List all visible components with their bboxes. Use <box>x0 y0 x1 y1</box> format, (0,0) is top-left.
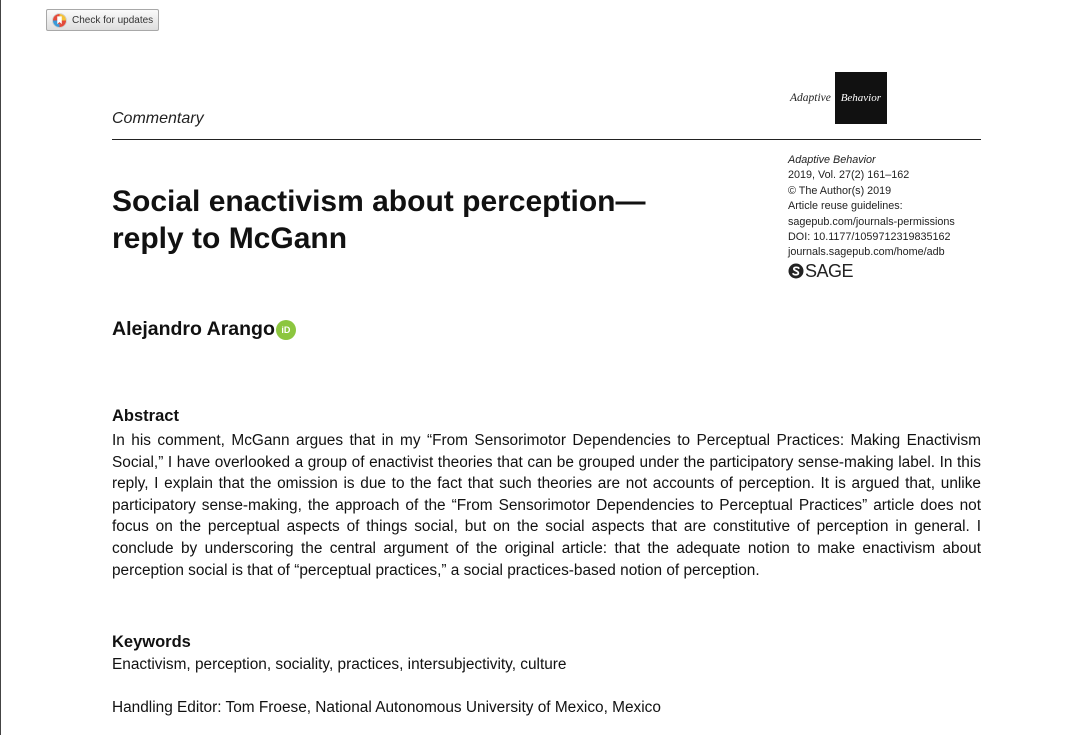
article-type-label: Commentary <box>112 110 204 127</box>
meta-journal-name: Adaptive Behavior <box>788 154 876 166</box>
meta-journal-url[interactable]: journals.sagepub.com/home/adb <box>788 246 945 259</box>
header-divider <box>112 139 981 140</box>
article-title: Social enactivism about perception—reply to McGann <box>112 185 646 255</box>
abstract-heading: Abstract <box>112 407 179 425</box>
handling-editor: Handling Editor: Tom Froese, National Autonomous University of Mexico, Mexico <box>112 699 661 716</box>
keywords-text: Enactivism, perception, sociality, practices, intersubjectivity, culture <box>112 656 567 673</box>
journal-logo <box>790 72 887 124</box>
check-for-updates-label: Check for updates <box>72 14 154 26</box>
publication-metadata <box>788 153 988 280</box>
orcid-icon[interactable]: iD <box>276 320 296 340</box>
check-for-updates-button[interactable] <box>46 9 159 31</box>
journal-logo-left-text: Adaptive <box>790 92 831 104</box>
meta-reuse-link[interactable]: sagepub.com/journals-permissions <box>788 215 955 228</box>
sage-logo <box>788 262 988 280</box>
author-name: Alejandro Arango <box>112 318 275 340</box>
journal-logo-box <box>835 72 887 124</box>
meta-copyright: © The Author(s) 2019 <box>788 184 892 197</box>
journal-logo-right-text: Behavior <box>840 92 882 104</box>
abstract-text: In his comment, McGann argues that in my “From Sensorimotor Dependencies to Perceptual Practices: Making Enactivism Social,” I have overlooked a group of enactivist theories that can be grouped under the participatory sense-making label. In this reply, I explain that the omission is due to the fact that such theories are not accounts of perception. It is argued that, unlike participatory sense-making, the approach of the “From Sensorimotor Dependencies to Perceptual Practices” article does not focus on the perceptual aspects of things social, but on the social aspects that are constitutive of perception in general. I conclude by underscoring the central argument of the original article: that the adequate notion to make enactivism about perception social is that of “perceptual practices,” a social practices-based notion of perception. <box>112 432 981 579</box>
sage-s-icon <box>788 263 804 279</box>
keywords-heading: Keywords <box>112 633 191 651</box>
crossmark-icon <box>52 13 67 28</box>
sage-wordmark: SAGE <box>805 260 854 281</box>
meta-reuse-label: Article reuse guidelines: <box>788 200 903 213</box>
meta-doi[interactable]: DOI: 10.1177/1059712319835162 <box>788 231 951 244</box>
meta-volume: 2019, Vol. 27(2) 161–162 <box>788 169 910 182</box>
page-edge <box>0 0 1 735</box>
author-line <box>112 318 296 341</box>
